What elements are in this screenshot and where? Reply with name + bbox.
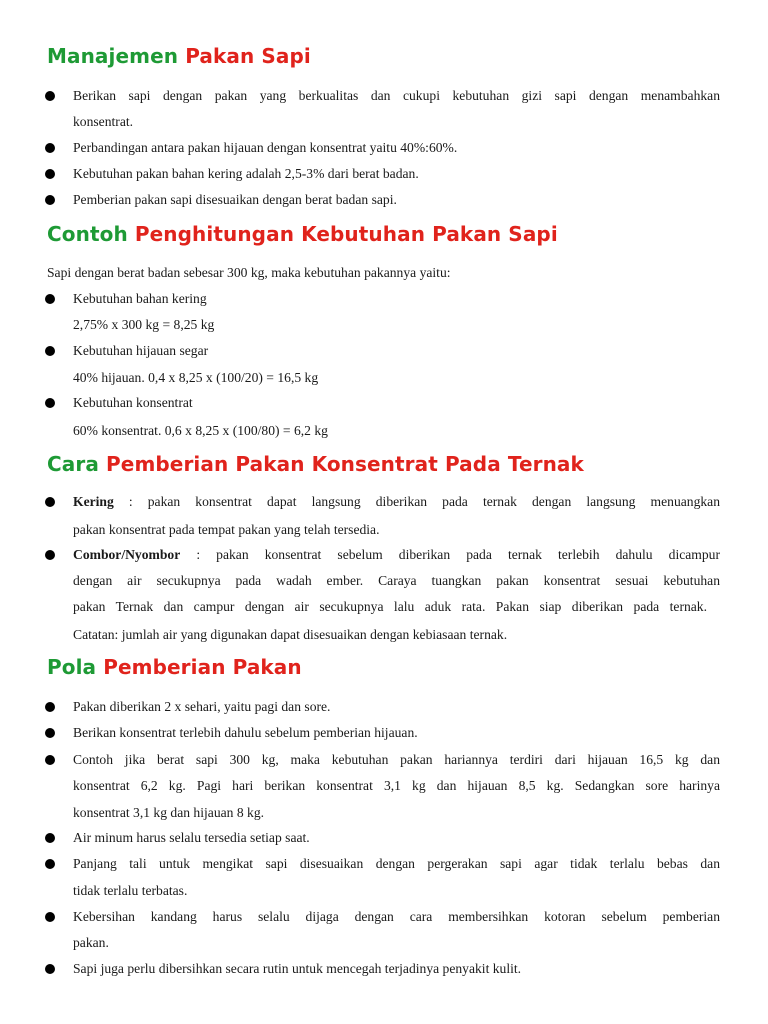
bullet-icon [45, 755, 55, 765]
bullet-icon [45, 497, 55, 507]
heading-red-part: Penghitungan Kebutuhan Pakan Sapi [134, 222, 558, 246]
list-item-line: Panjang tali untuk mengikat sapi disesuaikan dengan pergerakan sapi agar tidak terlalu bebas dan [73, 856, 720, 871]
intro-paragraph: Sapi dengan berat badan sebesar 300 kg, maka kebutuhan pakannya yaitu: [47, 265, 451, 280]
list-item-line: Kebutuhan bahan kering [73, 291, 207, 306]
bullet-icon [45, 859, 55, 869]
list-item-line: Kebutuhan hijauan segar [73, 343, 209, 358]
bullet-icon [45, 195, 55, 205]
heading-green-part: Manajemen [47, 44, 179, 68]
bullet-icon [45, 169, 55, 179]
list-item-line: Kebersihan kandang harus selalu dijaga dengan cara membersihkan kotoran sebelum pemberian [73, 909, 720, 924]
heading-green-part: Contoh [47, 222, 128, 246]
list-item-line [73, 542, 720, 568]
heading-green-part: Cara [47, 452, 99, 476]
list-item-line: Catatan: jumlah air yang digunakan dapat disesuaikan dengan kebiasaan ternak. [73, 627, 508, 642]
heading-red-part: Pemberian Pakan [103, 655, 302, 679]
list-item-line: Contoh jika berat sapi 300 kg, maka kebutuhan pakan hariannya terdiri dari hijauan 16,5 kg dan [73, 752, 720, 767]
bullet-icon [45, 550, 55, 560]
list-item-line: konsentrat 6,2 kg. Pagi hari berikan konsentrat 3,1 kg dan hijauan 8,5 kg. Sedangkan sore harinya [73, 778, 720, 793]
section-heading-manajemen [47, 44, 311, 68]
bullet-icon [45, 398, 55, 408]
bullet-icon [45, 294, 55, 304]
section-heading-pola [47, 655, 302, 679]
list-item-line: Sapi juga perlu dibersihkan secara rutin untuk mencegah terjadinya penyakit kulit. [73, 961, 522, 976]
list-item-line: Kebutuhan konsentrat [73, 395, 193, 410]
term-label: Kering [73, 494, 114, 509]
list-item-line: Pemberian pakan sapi disesuaikan dengan berat badan sapi. [73, 192, 397, 207]
section-heading-cara [47, 452, 584, 476]
list-item-line: Perbandingan antara pakan hijauan dengan konsentrat yaitu 40%:60%. [73, 140, 458, 155]
calculation-line: 40% hijauan. 0,4 x 8,25 x (100/20) = 16,5 kg [73, 370, 319, 385]
heading-red-part: Pemberian Pakan Konsentrat Pada Ternak [106, 452, 584, 476]
heading-red-part: Pakan Sapi [185, 44, 311, 68]
list-item-line: konsentrat. [73, 114, 134, 129]
bullet-icon [45, 346, 55, 356]
term-label: Combor/Nyombor [73, 547, 181, 562]
list-item-line: Pakan diberikan 2 x sehari, yaitu pagi dan sore. [73, 699, 331, 714]
section-heading-contoh [47, 222, 558, 246]
list-item-line: Kebutuhan pakan bahan kering adalah 2,5-3% dari berat badan. [73, 166, 419, 181]
bullet-icon [45, 833, 55, 843]
list-item-line [73, 489, 720, 515]
heading-green-part: Pola [47, 655, 97, 679]
list-item-line: dengan air secukupnya pada wadah ember. Caraya tuangkan pakan konsentrat sesuai kebutuhan [73, 573, 720, 588]
bullet-icon [45, 91, 55, 101]
term-description: : pakan konsentrat dapat langsung diberikan pada ternak dengan langsung menuangkan [113, 494, 720, 509]
calculation-line: 2,75% x 300 kg = 8,25 kg [73, 317, 215, 332]
list-item-line: Air minum harus selalu tersedia setiap saat. [73, 830, 310, 845]
bullet-icon [45, 912, 55, 922]
bullet-icon [45, 143, 55, 153]
list-item-line: pakan konsentrat pada tempat pakan yang telah tersedia. [73, 522, 380, 537]
bullet-icon [45, 728, 55, 738]
term-description: : pakan konsentrat sebelum diberikan pada ternak terlebih dahulu dicampur [180, 547, 720, 562]
list-item-line: pakan Ternak dan campur dengan air secukupnya lalu aduk rata. Pakan siap diberikan pada ternak. [73, 599, 707, 614]
list-item-line: pakan. [73, 935, 109, 950]
list-item-line: Berikan sapi dengan pakan yang berkualitas dan cukupi kebutuhan gizi sapi dengan menambahkan [73, 88, 720, 103]
calculation-line: 60% konsentrat. 0,6 x 8,25 x (100/80) = 6,2 kg [73, 423, 328, 438]
list-item-line: Berikan konsentrat terlebih dahulu sebelum pemberian hijauan. [73, 725, 418, 740]
bullet-icon [45, 964, 55, 974]
list-item-line: tidak terlalu terbatas. [73, 883, 188, 898]
bullet-icon [45, 702, 55, 712]
list-item-line: konsentrat 3,1 kg dan hijauan 8 kg. [73, 805, 265, 820]
